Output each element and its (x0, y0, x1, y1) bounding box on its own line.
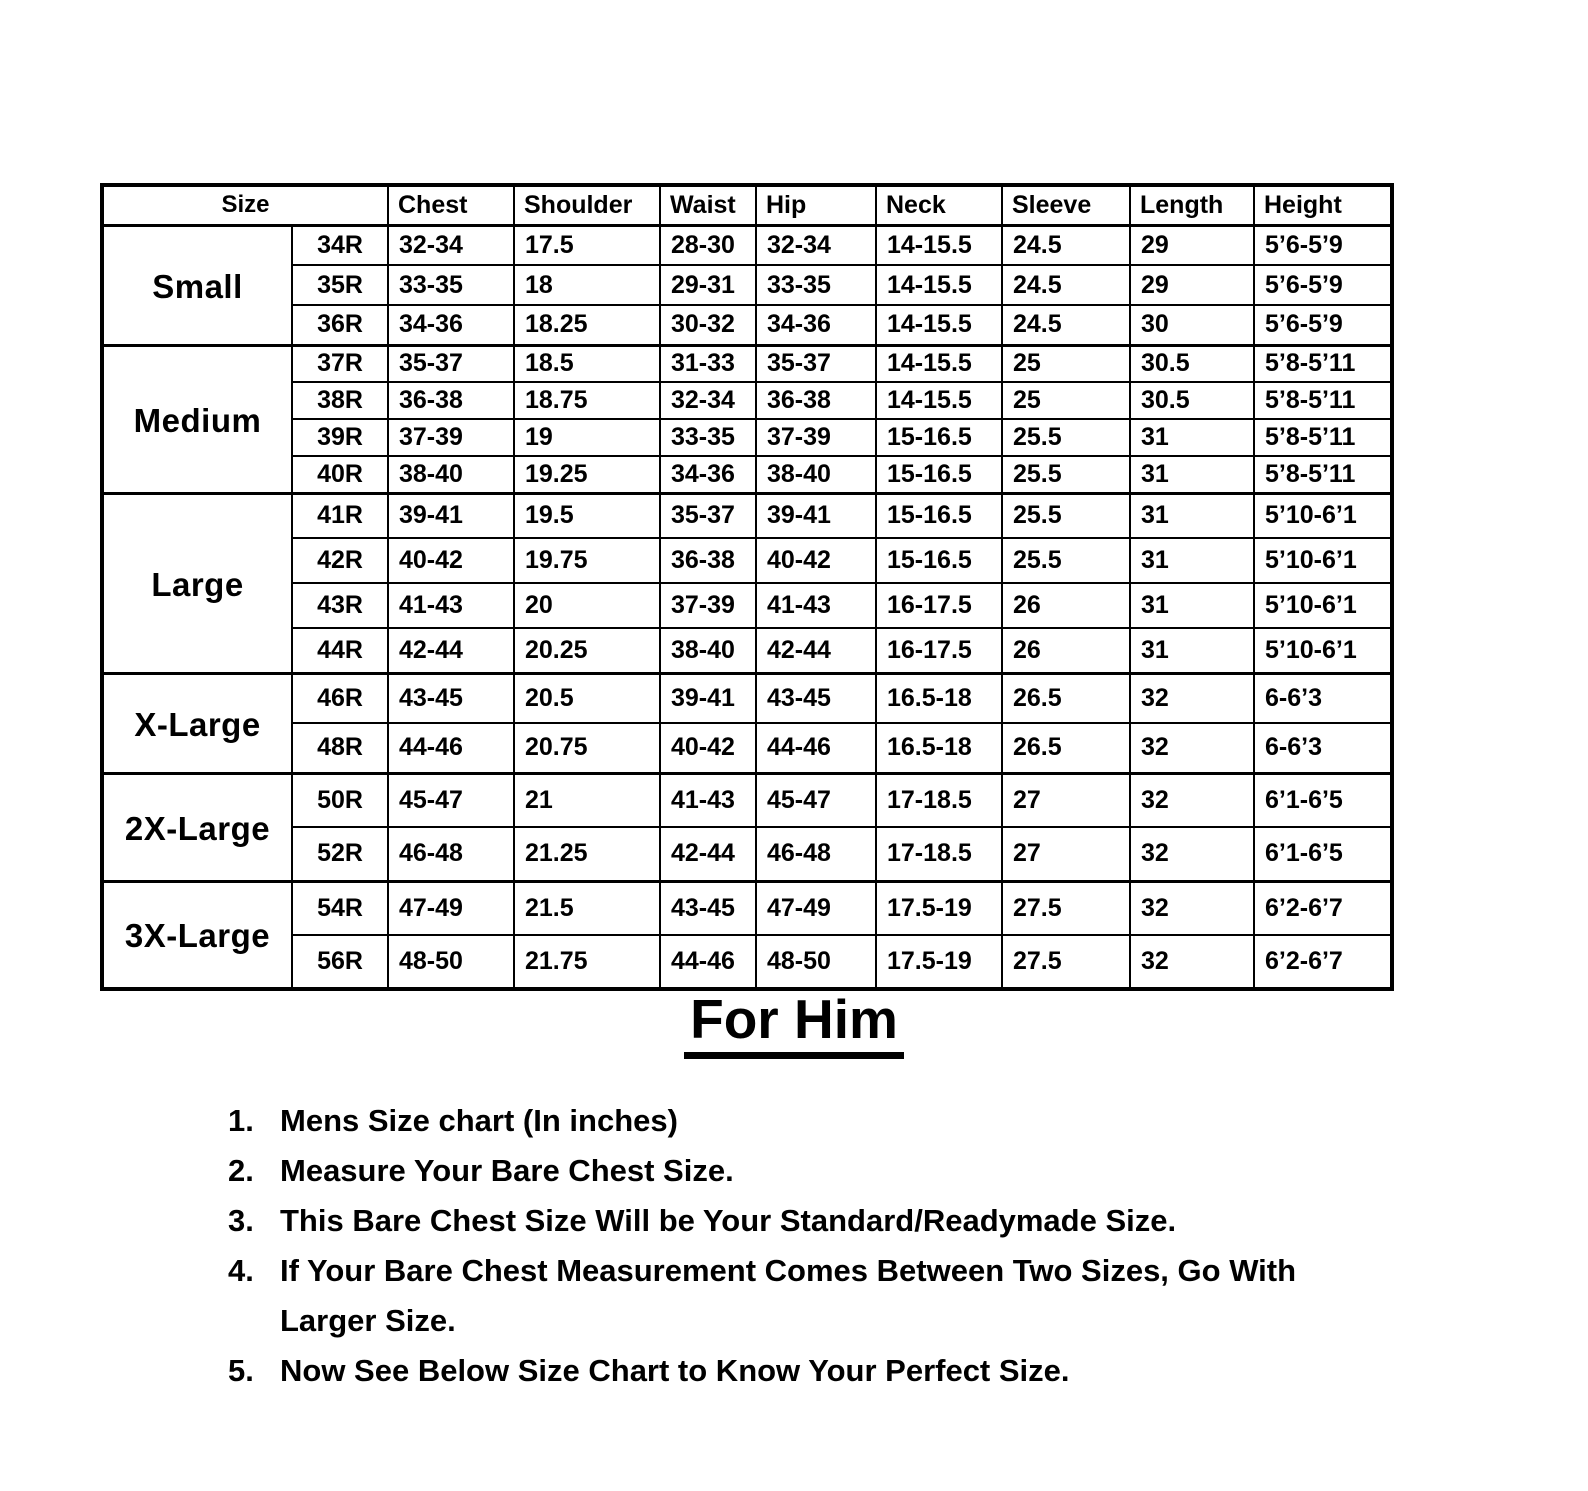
measurement-cell-length: 32 (1130, 673, 1254, 723)
table-row (102, 935, 1392, 989)
table-row (102, 305, 1392, 345)
measurement-cell-length: 31 (1130, 583, 1254, 628)
measurement-cell-chest: 34-36 (388, 305, 514, 345)
measurement-cell-neck: 17-18.5 (876, 773, 1002, 827)
table-row (102, 881, 1392, 935)
measurement-cell-hip: 48-50 (756, 935, 876, 989)
size-code-cell: 54R (292, 881, 388, 935)
measurement-cell-waist: 40-42 (660, 723, 756, 773)
measurement-cell-height: 5’6-5’9 (1254, 265, 1392, 305)
measurement-cell-height: 6’1-6’5 (1254, 827, 1392, 881)
measurement-cell-sleeve: 25 (1002, 345, 1130, 382)
measurement-cell-chest: 41-43 (388, 583, 514, 628)
size-code-cell: 34R (292, 225, 388, 265)
measurement-cell-neck: 14-15.5 (876, 382, 1002, 419)
measurement-cell-shoulder: 19.5 (514, 493, 660, 538)
measurement-cell-hip: 47-49 (756, 881, 876, 935)
measurement-cell-hip: 38-40 (756, 456, 876, 493)
size-code-cell: 40R (292, 456, 388, 493)
measurement-cell-shoulder: 18.5 (514, 345, 660, 382)
column-header-sleeve: Sleeve (1002, 185, 1130, 225)
measurement-cell-waist: 32-34 (660, 382, 756, 419)
measurement-cell-sleeve: 25.5 (1002, 538, 1130, 583)
measurement-cell-chest: 35-37 (388, 345, 514, 382)
size-group-label: X-Large (102, 673, 292, 773)
measurement-cell-length: 32 (1130, 773, 1254, 827)
measurement-cell-sleeve: 24.5 (1002, 265, 1130, 305)
measurement-cell-chest: 32-34 (388, 225, 514, 265)
measurement-cell-sleeve: 26.5 (1002, 673, 1130, 723)
measurement-cell-height: 5’10-6’1 (1254, 493, 1392, 538)
size-chart-table (100, 183, 1394, 991)
measurement-cell-height: 6’1-6’5 (1254, 773, 1392, 827)
measurement-cell-hip: 36-38 (756, 382, 876, 419)
measurement-cell-height: 5’6-5’9 (1254, 225, 1392, 265)
measurement-cell-length: 32 (1130, 935, 1254, 989)
measurement-cell-waist: 41-43 (660, 773, 756, 827)
measurement-cell-length: 32 (1130, 723, 1254, 773)
measurement-cell-chest: 47-49 (388, 881, 514, 935)
measurement-cell-height: 6-6’3 (1254, 723, 1392, 773)
measurement-cell-neck: 16.5-18 (876, 673, 1002, 723)
size-code-cell: 36R (292, 305, 388, 345)
measurement-cell-length: 30.5 (1130, 382, 1254, 419)
measurement-cell-waist: 42-44 (660, 827, 756, 881)
measurement-cell-hip: 42-44 (756, 628, 876, 673)
size-code-cell: 41R (292, 493, 388, 538)
measurement-cell-hip: 41-43 (756, 583, 876, 628)
measurement-cell-waist: 37-39 (660, 583, 756, 628)
measurement-cell-length: 31 (1130, 456, 1254, 493)
measurement-cell-neck: 15-16.5 (876, 493, 1002, 538)
measurement-cell-shoulder: 18 (514, 265, 660, 305)
table-row (102, 382, 1392, 419)
measurement-cell-shoulder: 20.25 (514, 628, 660, 673)
heading-section (0, 988, 1588, 1059)
measurement-cell-length: 32 (1130, 827, 1254, 881)
instruction-text: Now See Below Size Chart to Know Your Perfect Size. (280, 1353, 1070, 1388)
measurement-cell-chest: 38-40 (388, 456, 514, 493)
measurement-cell-hip: 37-39 (756, 419, 876, 456)
measurement-cell-length: 31 (1130, 538, 1254, 583)
size-code-cell: 37R (292, 345, 388, 382)
measurement-cell-length: 29 (1130, 225, 1254, 265)
measurement-cell-sleeve: 27 (1002, 773, 1130, 827)
measurement-cell-shoulder: 21.75 (514, 935, 660, 989)
measurement-cell-shoulder: 17.5 (514, 225, 660, 265)
size-code-cell: 42R (292, 538, 388, 583)
column-header-height: Height (1254, 185, 1392, 225)
instruction-number: 2. (228, 1153, 254, 1188)
column-header-neck: Neck (876, 185, 1002, 225)
measurement-cell-neck: 14-15.5 (876, 265, 1002, 305)
measurement-cell-length: 29 (1130, 265, 1254, 305)
measurement-cell-neck: 17-18.5 (876, 827, 1002, 881)
table-row (102, 538, 1392, 583)
measurement-cell-shoulder: 19 (514, 419, 660, 456)
measurement-cell-neck: 14-15.5 (876, 305, 1002, 345)
size-code-cell: 38R (292, 382, 388, 419)
measurement-cell-waist: 38-40 (660, 628, 756, 673)
instruction-item (228, 1246, 1428, 1346)
measurement-cell-waist: 33-35 (660, 419, 756, 456)
measurement-cell-waist: 43-45 (660, 881, 756, 935)
measurement-cell-chest: 44-46 (388, 723, 514, 773)
table-row (102, 723, 1392, 773)
measurement-cell-height: 5’6-5’9 (1254, 305, 1392, 345)
measurement-cell-sleeve: 25.5 (1002, 456, 1130, 493)
measurement-cell-hip: 44-46 (756, 723, 876, 773)
measurement-cell-hip: 35-37 (756, 345, 876, 382)
table-row (102, 456, 1392, 493)
measurement-cell-hip: 32-34 (756, 225, 876, 265)
table-row (102, 827, 1392, 881)
measurement-cell-height: 6-6’3 (1254, 673, 1392, 723)
measurement-cell-shoulder: 20.5 (514, 673, 660, 723)
table-row (102, 628, 1392, 673)
measurement-cell-chest: 36-38 (388, 382, 514, 419)
table-row (102, 265, 1392, 305)
measurement-cell-hip: 43-45 (756, 673, 876, 723)
size-group-label: Large (102, 493, 292, 673)
measurement-cell-neck: 14-15.5 (876, 345, 1002, 382)
measurement-cell-chest: 46-48 (388, 827, 514, 881)
size-group-label: Medium (102, 345, 292, 493)
measurement-cell-height: 6’2-6’7 (1254, 881, 1392, 935)
measurement-cell-shoulder: 20 (514, 583, 660, 628)
measurement-cell-waist: 30-32 (660, 305, 756, 345)
table-row (102, 583, 1392, 628)
table-row (102, 673, 1392, 723)
table-row (102, 773, 1392, 827)
measurement-cell-sleeve: 24.5 (1002, 225, 1130, 265)
measurement-cell-shoulder: 18.25 (514, 305, 660, 345)
measurement-cell-neck: 15-16.5 (876, 419, 1002, 456)
size-code-cell: 43R (292, 583, 388, 628)
size-group-label: 3X-Large (102, 881, 292, 989)
measurement-cell-hip: 45-47 (756, 773, 876, 827)
measurement-cell-chest: 45-47 (388, 773, 514, 827)
instruction-item (228, 1196, 1428, 1246)
instruction-item (228, 1146, 1428, 1196)
column-header-chest: Chest (388, 185, 514, 225)
measurement-cell-shoulder: 21 (514, 773, 660, 827)
size-code-cell: 35R (292, 265, 388, 305)
measurement-cell-sleeve: 26.5 (1002, 723, 1130, 773)
size-code-cell: 46R (292, 673, 388, 723)
measurement-cell-waist: 28-30 (660, 225, 756, 265)
measurement-cell-length: 30.5 (1130, 345, 1254, 382)
measurement-cell-neck: 15-16.5 (876, 456, 1002, 493)
column-header-shoulder: Shoulder (514, 185, 660, 225)
measurement-cell-shoulder: 19.75 (514, 538, 660, 583)
measurement-cell-height: 5’10-6’1 (1254, 538, 1392, 583)
measurement-cell-chest: 39-41 (388, 493, 514, 538)
measurement-cell-shoulder: 21.25 (514, 827, 660, 881)
measurement-cell-sleeve: 24.5 (1002, 305, 1130, 345)
measurement-cell-waist: 44-46 (660, 935, 756, 989)
instruction-text: Measure Your Bare Chest Size. (280, 1153, 734, 1188)
measurement-cell-chest: 43-45 (388, 673, 514, 723)
measurement-cell-length: 31 (1130, 493, 1254, 538)
size-chart-body (102, 225, 1392, 989)
size-chart-section (100, 183, 1394, 991)
table-row (102, 419, 1392, 456)
measurement-cell-chest: 33-35 (388, 265, 514, 305)
measurement-cell-waist: 35-37 (660, 493, 756, 538)
measurement-cell-chest: 40-42 (388, 538, 514, 583)
size-group-label: 2X-Large (102, 773, 292, 881)
size-code-cell: 52R (292, 827, 388, 881)
measurement-cell-hip: 46-48 (756, 827, 876, 881)
instruction-item (228, 1096, 1428, 1146)
measurement-cell-neck: 17.5-19 (876, 881, 1002, 935)
measurement-cell-sleeve: 25.5 (1002, 493, 1130, 538)
measurement-cell-sleeve: 27.5 (1002, 935, 1130, 989)
measurement-cell-hip: 39-41 (756, 493, 876, 538)
size-chart-header-row (102, 185, 1392, 225)
column-header-size: Size (102, 185, 388, 225)
measurement-cell-height: 5’8-5’11 (1254, 382, 1392, 419)
measurement-cell-neck: 16.5-18 (876, 723, 1002, 773)
column-header-waist: Waist (660, 185, 756, 225)
size-code-cell: 44R (292, 628, 388, 673)
measurement-cell-neck: 16-17.5 (876, 628, 1002, 673)
size-code-cell: 48R (292, 723, 388, 773)
measurement-cell-shoulder: 20.75 (514, 723, 660, 773)
measurement-cell-waist: 36-38 (660, 538, 756, 583)
measurement-cell-sleeve: 25.5 (1002, 419, 1130, 456)
measurement-cell-waist: 34-36 (660, 456, 756, 493)
measurement-cell-shoulder: 19.25 (514, 456, 660, 493)
measurement-cell-sleeve: 26 (1002, 583, 1130, 628)
size-code-cell: 50R (292, 773, 388, 827)
measurement-cell-hip: 34-36 (756, 305, 876, 345)
size-code-cell: 56R (292, 935, 388, 989)
measurement-cell-neck: 17.5-19 (876, 935, 1002, 989)
measurement-cell-height: 5’10-6’1 (1254, 628, 1392, 673)
table-row (102, 345, 1392, 382)
column-header-length: Length (1130, 185, 1254, 225)
measurement-cell-hip: 33-35 (756, 265, 876, 305)
measurement-cell-waist: 39-41 (660, 673, 756, 723)
measurement-cell-sleeve: 27.5 (1002, 881, 1130, 935)
instruction-number: 3. (228, 1203, 254, 1238)
measurement-cell-height: 5’8-5’11 (1254, 419, 1392, 456)
measurement-cell-neck: 14-15.5 (876, 225, 1002, 265)
measurement-cell-height: 6’2-6’7 (1254, 935, 1392, 989)
table-row (102, 225, 1392, 265)
measurement-cell-waist: 29-31 (660, 265, 756, 305)
page-title: For Him (684, 988, 904, 1059)
instruction-number: 5. (228, 1353, 254, 1388)
instruction-text: Mens Size chart (In inches) (280, 1103, 678, 1138)
measurement-cell-chest: 37-39 (388, 419, 514, 456)
size-code-cell: 39R (292, 419, 388, 456)
measurement-cell-sleeve: 25 (1002, 382, 1130, 419)
instruction-item (228, 1346, 1428, 1396)
measurement-cell-chest: 48-50 (388, 935, 514, 989)
size-group-label: Small (102, 225, 292, 345)
instruction-number: 4. (228, 1253, 254, 1288)
column-header-hip: Hip (756, 185, 876, 225)
measurement-cell-neck: 16-17.5 (876, 583, 1002, 628)
measurement-cell-sleeve: 26 (1002, 628, 1130, 673)
measurement-cell-shoulder: 18.75 (514, 382, 660, 419)
measurement-cell-neck: 15-16.5 (876, 538, 1002, 583)
measurement-cell-height: 5’8-5’11 (1254, 345, 1392, 382)
measurement-cell-length: 32 (1130, 881, 1254, 935)
measurement-cell-waist: 31-33 (660, 345, 756, 382)
instructions-list (228, 1096, 1428, 1396)
measurement-cell-length: 31 (1130, 628, 1254, 673)
measurement-cell-height: 5’8-5’11 (1254, 456, 1392, 493)
measurement-cell-length: 31 (1130, 419, 1254, 456)
measurement-cell-sleeve: 27 (1002, 827, 1130, 881)
measurement-cell-height: 5’10-6’1 (1254, 583, 1392, 628)
instruction-text: This Bare Chest Size Will be Your Standard/Readymade Size. (280, 1203, 1177, 1238)
measurement-cell-length: 30 (1130, 305, 1254, 345)
instruction-number: 1. (228, 1103, 254, 1138)
measurement-cell-shoulder: 21.5 (514, 881, 660, 935)
measurement-cell-hip: 40-42 (756, 538, 876, 583)
measurement-cell-chest: 42-44 (388, 628, 514, 673)
table-row (102, 493, 1392, 538)
instruction-text: If Your Bare Chest Measurement Comes Between Two Sizes, Go With Larger Size. (280, 1253, 1297, 1338)
